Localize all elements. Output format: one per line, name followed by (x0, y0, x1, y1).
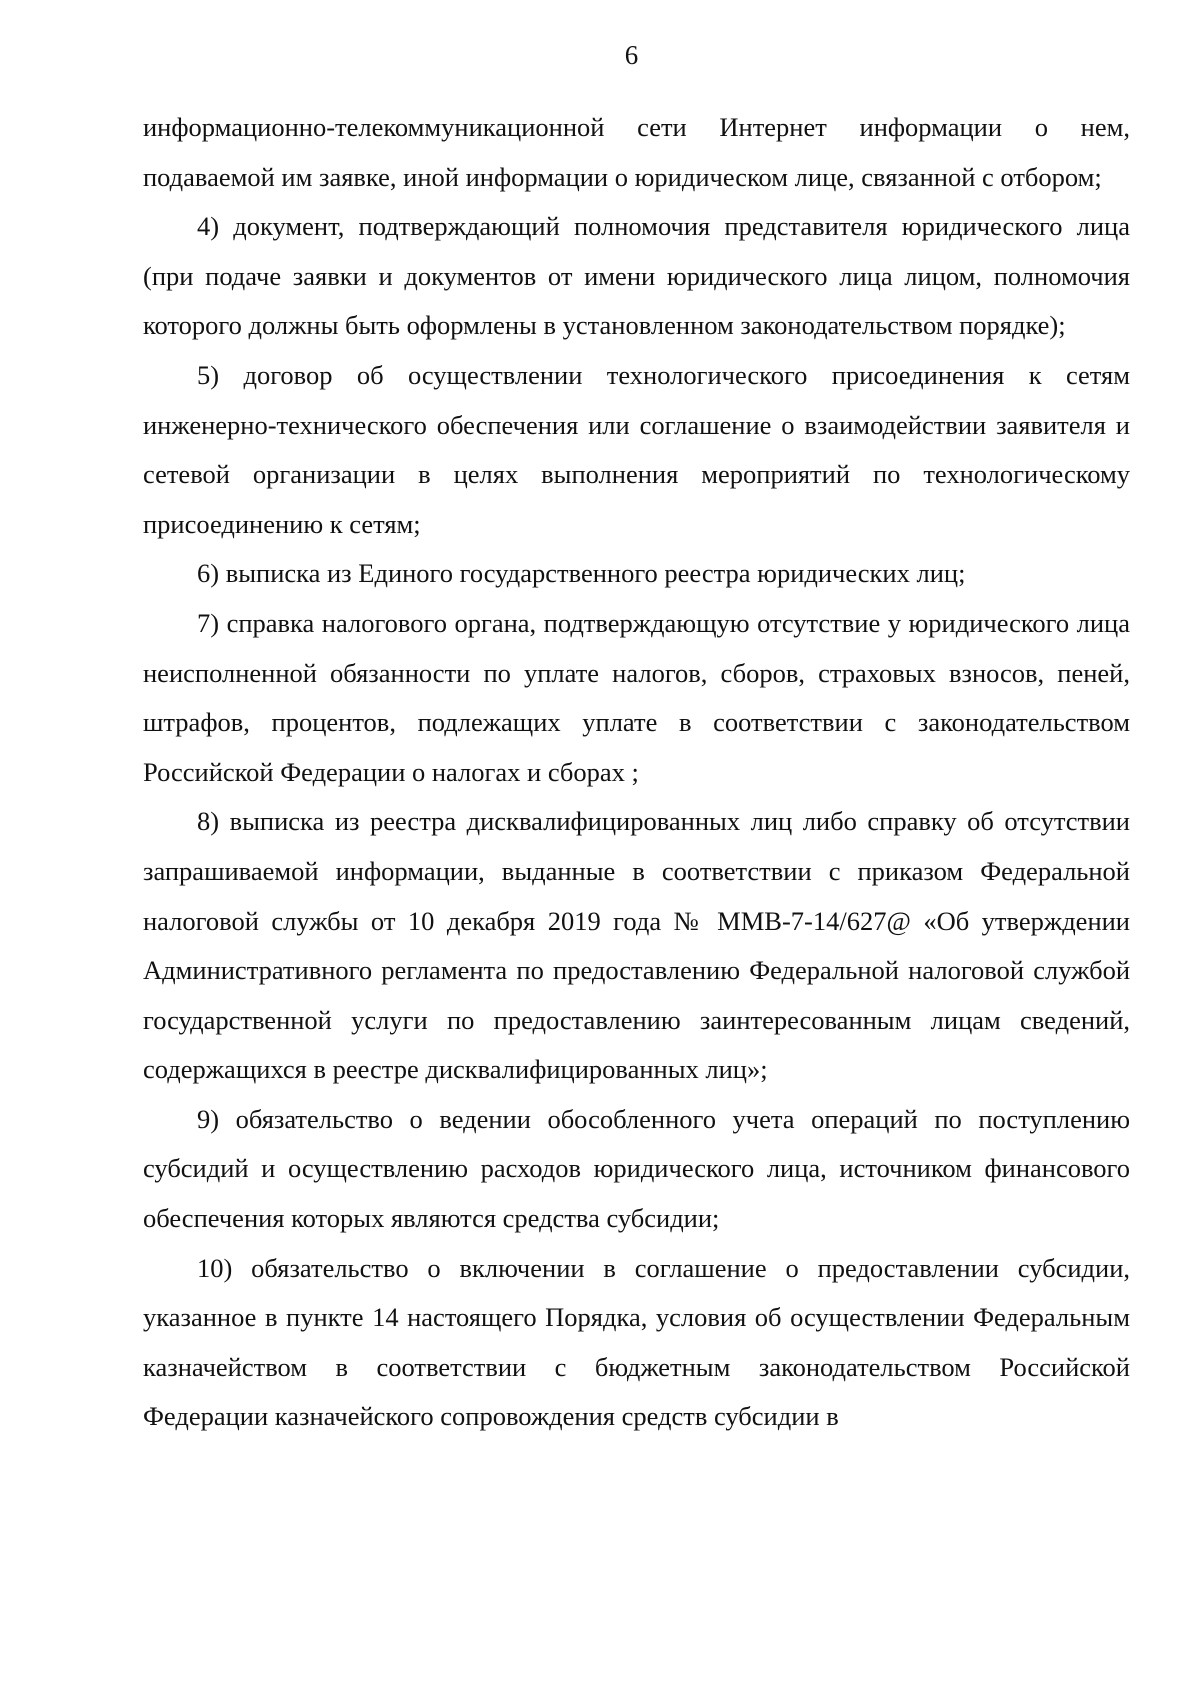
page-number: 6 (624, 40, 639, 70)
paragraph-item-5: 5) договор об осуществлении технологического присоединения к сетям инженерно-технического обеспечения или соглашение о взаимодействии заявителя и сетевой организации в целях выполнения мероприятий по технологическому присоединению к сетям; (143, 359, 1130, 539)
paragraph-item-4: 4) документ, подтверждающий полномочия представителя юридического лица (при подаче заявки и документов от имени юридического лица лицом, полномочия которого должны быть оформлены в установленном законодательством порядке); (143, 211, 1130, 341)
paragraph-item-10: 10) обязательство о включении в соглашение о предоставлении субсидии, указанное в пункте 14 настоящего Порядка, условия об осуществлении Федеральным казначейством в соответствии с бюджетным законодательством Российской Федерации казначейского сопровождения средств субсидии в (143, 1252, 1130, 1432)
paragraph-item-7: 7) справка налогового органа, подтверждающую отсутствие у юридического лица неисполненной обязанности по уплате налогов, сборов, страховых взносов, пеней, штрафов, процентов, подлежащих уплате в соответствии с законодательством Российской Федерации о налогах и сборах ; (143, 607, 1130, 787)
paragraph-item-8: 8) выписка из реестра дисквалифицированных лиц либо справку об отсутствии запрашиваемой информации, выданные в соответствии с приказом Федеральной налоговой службы от 10 декабря 2019 года № ММВ-7-14/627@ «Об утверждении Административного регламента по предоставлению Федеральной налоговой службой государственной услуги по предоставлению заинтересованным лицам сведений, содержащихся в реестре дисквалифицированных лиц»; (143, 806, 1130, 1085)
paragraph-item-9: 9) обязательство о ведении обособленного учета операций по поступлению субсидий и осуществлению расходов юридического лица, источником финансового обеспечения которых являются средства субсидии; (143, 1103, 1130, 1234)
paragraph-item-6: 6) выписка из Единого государственного реестра юридических лиц; (197, 558, 966, 589)
document-body (143, 103, 1130, 1442)
paragraph-continuation: информационно-телекоммуникационной сети Интернет информации о нем, подаваемой им заявке, иной информации о юридическом лице, связанной с отбором; (143, 112, 1130, 192)
